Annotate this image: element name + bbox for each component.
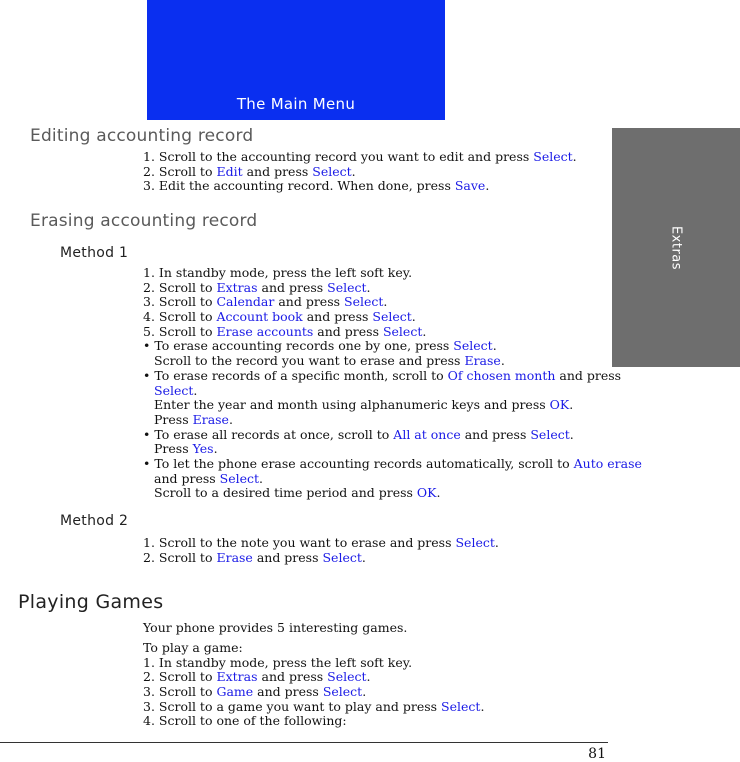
menu-keyword: Select <box>327 279 367 295</box>
heading-erasing: Erasing accounting record <box>30 211 258 231</box>
text-line <box>143 413 642 428</box>
text-run: . <box>500 353 505 369</box>
text-line <box>143 150 577 165</box>
text-run: . <box>366 669 371 685</box>
heading-playing-games: Playing Games <box>18 591 164 613</box>
text-line <box>143 700 484 715</box>
text-line <box>143 354 642 369</box>
text-line <box>143 369 642 384</box>
text-run: Enter the year and month using alphanumeric keys and press <box>154 397 550 413</box>
menu-keyword: Select <box>441 698 481 714</box>
menu-keyword: Select <box>327 669 367 685</box>
text-run: To play a game: <box>143 640 243 655</box>
text-run: 2. Scroll to <box>143 549 217 565</box>
menu-keyword: Select <box>372 309 412 325</box>
text-line <box>143 384 642 399</box>
text-run: Scroll to the record you want to erase and press <box>154 353 465 369</box>
menu-keyword: Erase accounts <box>216 323 314 339</box>
text-run: 5. Scroll to <box>143 323 217 339</box>
menu-keyword: Extras <box>216 669 258 685</box>
text-run: 3. Scroll to a game you want to play and press <box>143 698 442 714</box>
text-run: . <box>485 178 490 194</box>
banner-title: The Main Menu <box>236 95 356 113</box>
games-intro: Your phone provides 5 interesting games. <box>143 620 408 635</box>
text-run: 2. Scroll to <box>143 163 217 179</box>
text-run: 1. Scroll to the note you want to erase and press <box>143 535 456 550</box>
text-run: and press <box>460 426 531 442</box>
text-line <box>143 428 642 443</box>
menu-keyword: Erase <box>216 549 253 565</box>
text-run: and press <box>302 309 373 325</box>
menu-keyword: Select <box>312 163 352 179</box>
text-run: 4. Scroll to <box>143 309 217 325</box>
text-run: . <box>569 397 574 413</box>
menu-keyword: Erase <box>464 353 501 369</box>
text-run: and press <box>252 549 323 565</box>
text-run: . <box>228 411 233 427</box>
menu-keyword: Erase <box>192 411 229 427</box>
menu-keyword: OK <box>416 485 437 501</box>
text-run: . <box>436 485 441 501</box>
text-run: and press <box>313 323 383 339</box>
text-line <box>143 472 642 487</box>
text-line <box>143 656 484 671</box>
text-line <box>143 551 499 566</box>
text-run: . <box>492 338 497 354</box>
menu-keyword: Edit <box>216 163 243 179</box>
text-run: . <box>494 535 499 550</box>
text-run: • To let the phone erase accounting records automatically, scroll to <box>143 455 574 471</box>
menu-keyword: Select <box>322 549 362 565</box>
menu-keyword: Select <box>154 382 194 398</box>
text-run: and press <box>242 163 313 179</box>
text-run: Press <box>154 411 193 427</box>
menu-keyword: Of chosen month <box>447 367 556 383</box>
menu-keyword: Select <box>219 470 260 486</box>
text-run: • To erase records of a specific month, scroll to <box>143 367 448 383</box>
text-run: . <box>480 698 485 714</box>
text-run: . <box>361 549 366 565</box>
text-run: . <box>213 441 218 457</box>
text-run: . <box>362 684 367 700</box>
menu-keyword: Extras <box>216 279 258 295</box>
games-steps <box>143 641 484 729</box>
text-run: . <box>572 149 577 164</box>
menu-keyword: OK <box>549 397 570 413</box>
menu-keyword: Select <box>322 684 363 700</box>
heading-editing: Editing accounting record <box>30 126 254 146</box>
text-run: and press <box>154 470 220 486</box>
text-run: 2. Scroll to <box>143 669 217 685</box>
text-run: • To erase accounting records one by one, press <box>143 338 454 354</box>
text-line <box>143 536 499 551</box>
footer-rule <box>0 742 608 743</box>
text-line <box>143 442 642 457</box>
menu-keyword: Select <box>533 149 573 164</box>
menu-keyword: Select <box>453 338 493 354</box>
page-number: 81 <box>588 746 606 762</box>
text-run: 4. Scroll to one of the following: <box>143 713 347 729</box>
text-run: and press <box>253 684 323 700</box>
heading-method-2: Method 2 <box>60 513 129 529</box>
text-run: . <box>351 163 356 179</box>
text-run: 1. In standby mode, press the left soft key. <box>143 265 413 280</box>
text-run: . <box>422 323 427 339</box>
text-run: 2. Scroll to <box>143 279 217 295</box>
text-run: 1. In standby mode, press the left soft key. <box>143 654 413 670</box>
text-line <box>143 714 484 729</box>
text-run: 1. Scroll to the accounting record you want to edit and press <box>143 149 534 164</box>
text-run: and press <box>257 279 328 295</box>
text-run: . <box>259 470 264 486</box>
text-run: Press <box>154 441 193 457</box>
text-run: • To erase all records at once, scroll to <box>143 426 394 442</box>
text-line <box>143 339 642 354</box>
text-line <box>143 325 642 340</box>
text-run: Scroll to a desired time period and press <box>154 485 417 501</box>
text-run: 3. Scroll to <box>143 294 217 310</box>
text-line <box>143 398 642 413</box>
menu-keyword: Auto erase <box>573 455 642 471</box>
text-run: . <box>383 294 388 310</box>
menu-keyword: Select <box>455 535 495 550</box>
method-1-steps <box>143 266 642 501</box>
text-line <box>143 641 484 656</box>
menu-keyword: All at once <box>393 426 461 442</box>
text-run: . <box>193 382 198 398</box>
text-line <box>143 310 642 325</box>
header-banner <box>147 0 445 120</box>
text-line <box>143 281 642 296</box>
text-line <box>143 457 642 472</box>
menu-keyword: Select <box>530 426 570 442</box>
editing-steps <box>143 150 577 194</box>
text-run: . <box>366 279 371 295</box>
text-run: and press <box>555 367 622 383</box>
heading-method-1: Method 1 <box>60 245 129 261</box>
menu-keyword: Account book <box>216 309 303 325</box>
text-run: 3. Scroll to <box>143 684 217 700</box>
text-run: and press <box>257 669 328 685</box>
menu-keyword: Save <box>454 178 486 194</box>
menu-keyword: Select <box>344 294 384 310</box>
menu-keyword: Yes <box>192 441 214 457</box>
text-line <box>143 295 642 310</box>
text-line <box>143 165 577 180</box>
text-line <box>143 486 642 501</box>
text-run: . <box>411 309 416 325</box>
side-tab-label: Extras <box>668 225 684 270</box>
text-line <box>143 266 642 281</box>
menu-keyword: Calendar <box>216 294 275 310</box>
menu-keyword: Game <box>216 684 254 700</box>
text-line <box>143 670 484 685</box>
text-run: . <box>569 426 574 442</box>
text-line <box>143 179 577 194</box>
method-2-steps <box>143 536 499 565</box>
menu-keyword: Select <box>382 323 423 339</box>
text-run: and press <box>274 294 345 310</box>
text-run: 3. Edit the accounting record. When done, press <box>143 178 455 194</box>
text-line <box>143 685 484 700</box>
